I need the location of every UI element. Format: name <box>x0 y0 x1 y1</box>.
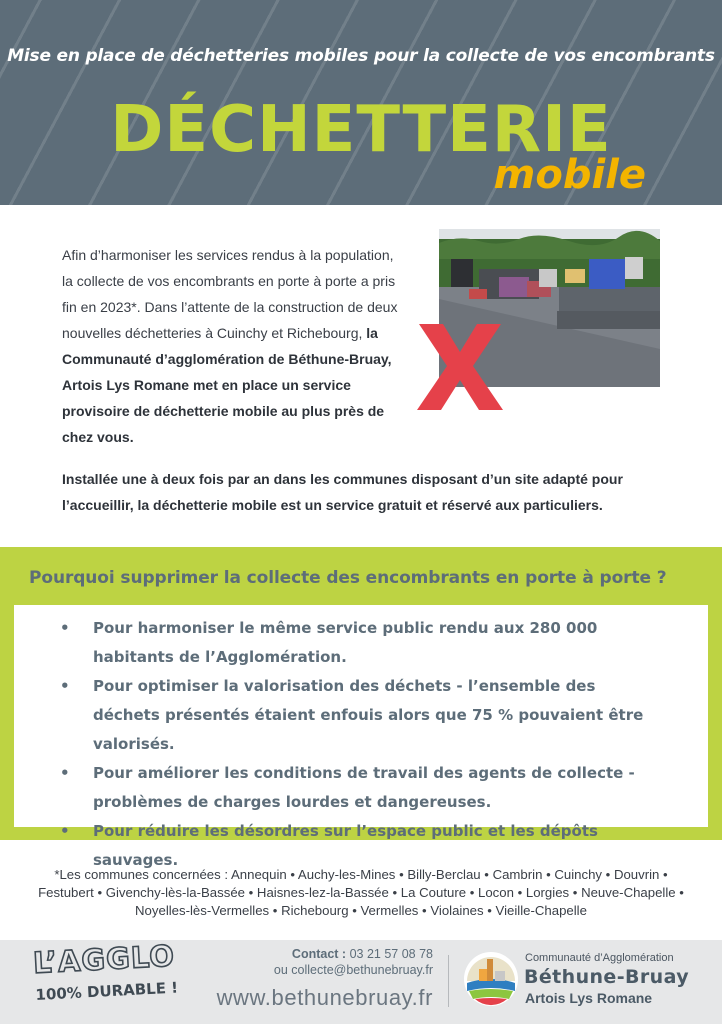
bullet-icon: • <box>60 822 70 840</box>
org-subname: Artois Lys Romane <box>525 990 653 1006</box>
website-link[interactable]: www.bethunebruay.fr <box>216 985 433 1010</box>
contact-phone-number[interactable]: 03 21 57 08 78 <box>349 947 433 961</box>
why-heading: Pourquoi supprimer la collecte des encombrants en porte à porte ? <box>29 568 667 588</box>
list-item-text: Pour optimiser la valorisation des déchets - l’ensemble des déchets présentés étaient enfouis alors que 75 % pouvaient être valorisés. <box>93 677 644 753</box>
list-item-text: Pour harmoniser le même service public rendu aux 280 000 habitants de l’Agglomération. <box>93 619 598 666</box>
list-item <box>60 759 660 817</box>
contact-phone <box>292 947 433 961</box>
bullet-icon: • <box>60 764 70 782</box>
intro-paragraph <box>62 242 402 450</box>
bullet-icon: • <box>60 619 70 637</box>
intro-text: Afin d’harmoniser les services rendus à la population, la collecte de vos encombrants en porte à porte a pris fin en 2023*. Dans l’attente de la construction de deux nouvelles déchetteries à Cuinchy et Richebourg, <box>62 247 398 341</box>
list-item-text: Pour réduire les désordres sur l’espace public et les dépôts sauvages. <box>93 822 598 869</box>
org-name: Béthune-Bruay <box>524 966 690 988</box>
header-banner <box>0 0 722 205</box>
communes-footnote: *Les communes concernées : Annequin • Auchy-les-Mines • Billy-Berclau • Cambrin • Cuinchy • Douvrin • Festubert • Givenchy-lès-la-Bassée • Haisnes-lez-la-Bassée • La Couture • Locon • Lorgies • Neuve-Chapelle • Noyelles-lès-Vermelles • Richebourg • Vermelles • Violaines • Vieille-Chapelle <box>38 867 684 918</box>
intro-bold-text: la Communauté d’agglomération de Béthune-Bruay, Artois Lys Romane met en place un service provisoire de déchetterie mobile au plus près de chez vous. <box>62 325 392 445</box>
why-list <box>60 614 660 875</box>
agglo-logo-subtitle: 100% DURABLE ! <box>35 978 179 1004</box>
list-item <box>60 614 660 672</box>
header-subtitle: Mise en place de déchetteries mobiles pour la collecte de vos encombrants <box>7 46 715 66</box>
page-title-mobile: mobile <box>493 152 646 198</box>
footer-divider <box>448 955 449 1007</box>
bullet-icon: • <box>60 677 70 695</box>
contact-email-link[interactable]: ou collecte@bethunebruay.fr <box>273 963 433 977</box>
intro-conditions: Installée une à deux fois par an dans les communes disposant d’un site adapté pour l’accueillir, la déchetterie mobile est un service gratuit et réservé aux particuliers. <box>62 471 623 513</box>
list-item-text: Pour améliorer les conditions de travail des agents de collecte - problèmes de charges lourdes et dangereuses. <box>93 764 635 811</box>
list-item <box>60 672 660 759</box>
org-label: Communauté d’Agglomération <box>525 952 674 964</box>
agglo-logo-title: L’AGGLO <box>32 938 176 980</box>
page-title: DÉCHETTERIE <box>110 93 612 167</box>
red-x-icon <box>413 318 507 414</box>
contact-label: Contact : <box>291 947 347 961</box>
cab-logo-icon <box>463 951 519 1007</box>
